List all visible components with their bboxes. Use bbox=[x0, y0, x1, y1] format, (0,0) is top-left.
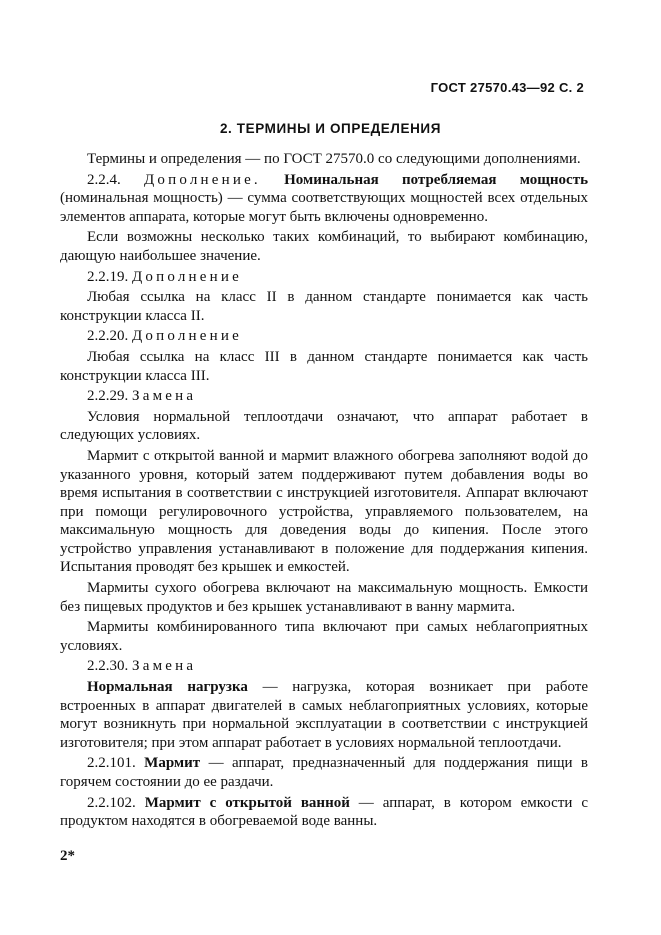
paragraph-2-2-29-b: Мармит с открытой ванной и мармит влажного обогрева заполняют водой до указанного уровня, который затем поддерживают путем добавления воды во время испытания в соответствии с инструкцией изготовителя. Аппарат включают при помощи регулировочного устройства, управляемого пользователем, на максимальную мощность для доведения воды до кипения. После этого устройство управления устанавливают в положение для поддержания кипения. Испытания проводят без крышек и емкостей. bbox=[60, 447, 588, 576]
paragraph-2-2-30 bbox=[60, 678, 588, 752]
clause-text: — нагрузка, которая возникает при работе встроенных в аппарат двигателей в самых неблагоприятных условиях, которые могут возникнуть при нормальной эксплуатации в соответствии с инструкцией изготовителя; при этом аппарат работает в условиях нормальной теплоотдачи. bbox=[60, 679, 589, 751]
paragraph-2-2-101 bbox=[60, 754, 588, 791]
clause-number: 2.2.4. bbox=[87, 171, 121, 188]
clause-kind: Замена bbox=[132, 388, 197, 405]
defined-term: Номинальная потребляемая мощность bbox=[284, 171, 589, 188]
heading-2-2-20 bbox=[60, 327, 588, 346]
intro-paragraph: Термины и определения — по ГОСТ 27570.0 со следующими дополнениями. bbox=[87, 151, 581, 167]
paragraph-2-2-4-note: Если возможны несколько таких комбинаций, то выбирают комбинацию, дающую наибольшее значение. bbox=[60, 229, 588, 264]
clause-number: 2.2.29. bbox=[87, 388, 129, 405]
page-header: ГОСТ 27570.43—92 С. 2 bbox=[430, 80, 584, 95]
clause-text: — аппарат, в котором емкости с продуктом находятся в обогреваемой воде ванны. bbox=[60, 794, 589, 830]
clause-kind: Дополнение bbox=[132, 268, 242, 285]
paragraph-2-2-19: Любая ссылка на класс II в данном стандарте понимается как часть конструкции класса II. bbox=[60, 289, 588, 324]
clause-text: — аппарат, предназначенный для поддержания пищи в горячем состоянии до ее раздачи. bbox=[60, 755, 588, 790]
clause-kind: Дополнение. bbox=[143, 171, 261, 188]
heading-2-2-30 bbox=[60, 657, 588, 676]
clause-number: 2.2.20. bbox=[87, 328, 129, 345]
paragraph-2-2-4 bbox=[60, 171, 588, 227]
paragraph-2-2-29-d: Мармиты комбинированного типа включают при самых неблагоприятных условиях. bbox=[60, 619, 588, 654]
defined-term: Нормальная нагрузка bbox=[87, 679, 248, 696]
defined-term: Мармит с открытой ванной bbox=[144, 794, 350, 811]
paragraph-2-2-29-c: Мармиты сухого обогрева включают на максимальную мощность. Емкости без пищевых продуктов и без крышек устанавливают в ванну мармита. bbox=[60, 580, 588, 615]
heading-2-2-29 bbox=[60, 387, 588, 406]
section-title: 2. ТЕРМИНЫ И ОПРЕДЕЛЕНИЯ bbox=[219, 121, 442, 136]
heading-2-2-19 bbox=[60, 268, 588, 287]
paragraph-2-2-29-a: Условия нормальной теплоотдачи означают, что аппарат работает в следующих условиях. bbox=[60, 408, 588, 444]
document-body bbox=[60, 150, 588, 833]
paragraph-2-2-20: Любая ссылка на класс III в данном стандарте понимается как часть конструкции класса III. bbox=[60, 348, 588, 384]
clause-number: 2.2.19. bbox=[87, 268, 129, 285]
clause-text: (номинальная мощность) — сумма соответствующих мощностей всех отдельных элементов аппарата, которые могут быть включены одновременно. bbox=[60, 190, 588, 225]
paragraph-2-2-102 bbox=[60, 794, 588, 831]
clause-number: 2.2.30. bbox=[87, 658, 129, 675]
clause-kind: Дополнение bbox=[132, 328, 242, 345]
clause-kind: Замена bbox=[132, 658, 197, 675]
page-footer-mark: 2* bbox=[60, 848, 75, 864]
clause-number: 2.2.101. bbox=[87, 755, 136, 772]
defined-term: Мармит bbox=[144, 755, 201, 772]
clause-number: 2.2.102. bbox=[87, 794, 136, 811]
